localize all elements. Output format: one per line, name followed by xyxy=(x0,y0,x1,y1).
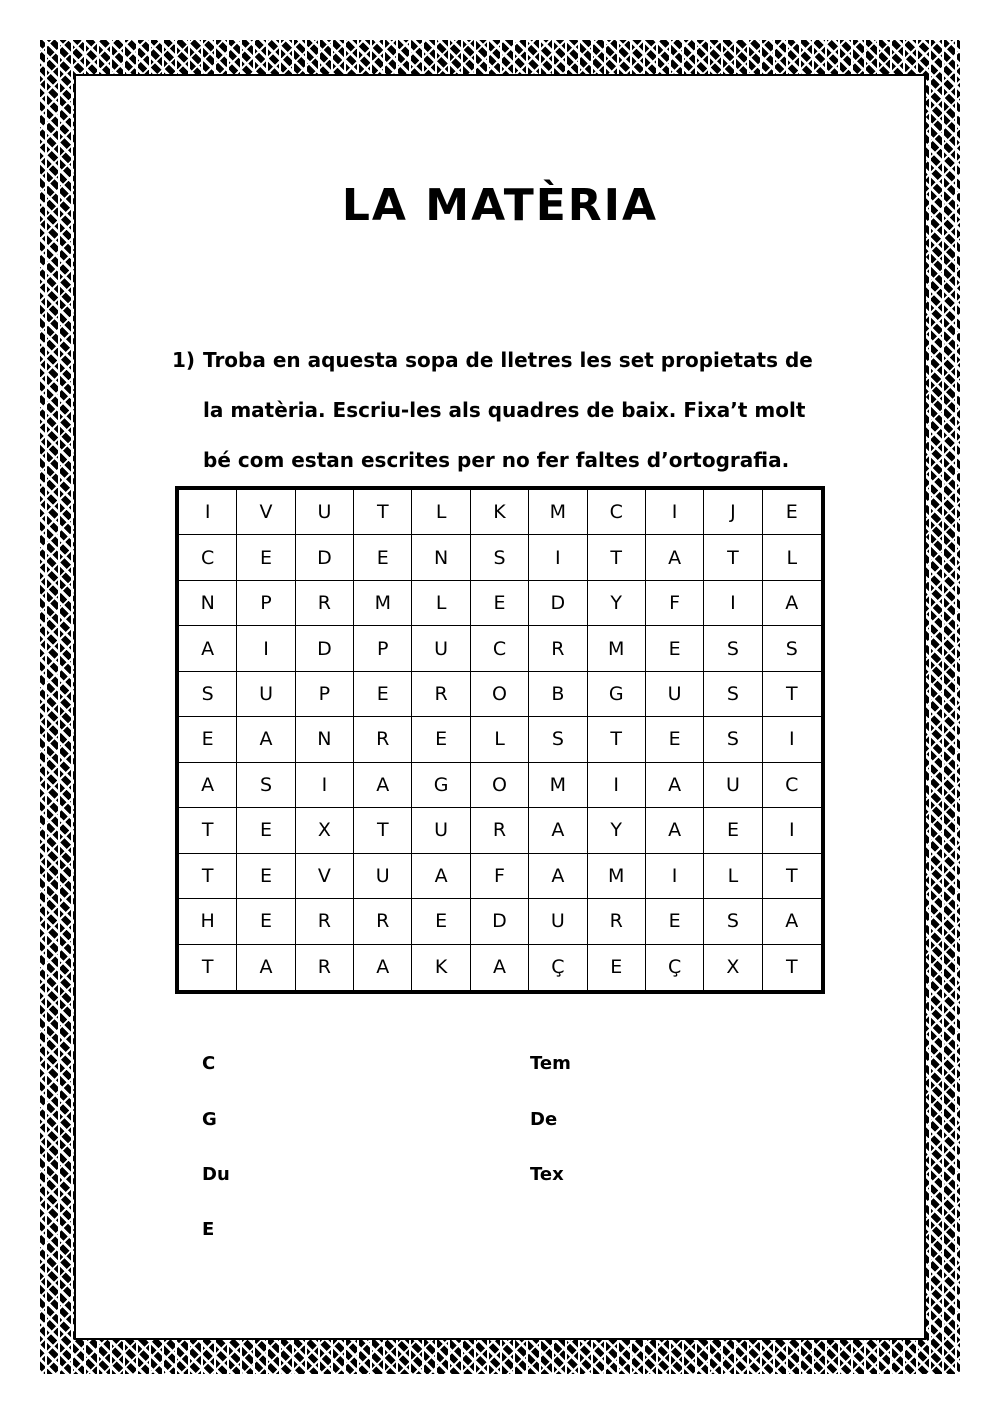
grid-cell[interactable]: D xyxy=(296,626,354,671)
grid-cell[interactable]: E xyxy=(763,490,821,535)
grid-cell[interactable]: S xyxy=(529,717,587,762)
grid-cell[interactable]: I xyxy=(646,854,704,899)
grid-cell[interactable]: T xyxy=(179,854,237,899)
grid-cell[interactable]: R xyxy=(296,581,354,626)
answer-prompt-e: E xyxy=(202,1219,215,1240)
grid-cell[interactable]: T xyxy=(704,535,762,580)
grid-cell[interactable]: T xyxy=(588,535,646,580)
grid-cell[interactable]: X xyxy=(704,945,762,990)
instruction-number: 1) xyxy=(172,348,196,372)
grid-cell[interactable]: R xyxy=(529,626,587,671)
grid-cell[interactable]: R xyxy=(412,672,470,717)
grid-cell[interactable]: T xyxy=(354,490,412,535)
grid-cell[interactable]: T xyxy=(179,808,237,853)
grid-cell[interactable]: A xyxy=(354,945,412,990)
page-title: LA MATÈRIA xyxy=(341,180,659,231)
grid-cell[interactable]: S xyxy=(704,899,762,944)
instruction-line-3: bé com estan escrites per no fer faltes d’ortografia. xyxy=(203,448,790,472)
grid-cell[interactable]: B xyxy=(529,672,587,717)
grid-cell[interactable]: E xyxy=(471,581,529,626)
grid-cell[interactable]: F xyxy=(646,581,704,626)
grid-cell[interactable]: P xyxy=(237,581,295,626)
grid-cell[interactable]: Ç xyxy=(646,945,704,990)
grid-cell[interactable]: A xyxy=(646,763,704,808)
grid-cell[interactable]: E xyxy=(646,899,704,944)
answer-prompt-tex: Tex xyxy=(530,1164,564,1185)
grid-cell[interactable]: T xyxy=(354,808,412,853)
grid-cell[interactable]: E xyxy=(237,899,295,944)
grid-cell[interactable]: A xyxy=(529,854,587,899)
grid-cell[interactable]: C xyxy=(179,535,237,580)
grid-cell[interactable]: T xyxy=(763,672,821,717)
grid-cell[interactable]: A xyxy=(529,808,587,853)
grid-cell[interactable]: E xyxy=(588,945,646,990)
grid-cell[interactable]: X xyxy=(296,808,354,853)
grid-cell[interactable]: A xyxy=(237,717,295,762)
grid-cell[interactable]: A xyxy=(763,899,821,944)
grid-cell[interactable]: G xyxy=(412,763,470,808)
grid-cell[interactable]: E xyxy=(412,717,470,762)
grid-cell[interactable]: V xyxy=(237,490,295,535)
instruction-line-1: Troba en aquesta sopa de lletres les set propietats de xyxy=(203,348,813,372)
grid-cell[interactable]: C xyxy=(471,626,529,671)
grid-cell[interactable]: R xyxy=(354,717,412,762)
grid-cell[interactable]: U xyxy=(529,899,587,944)
grid-cell[interactable]: L xyxy=(763,535,821,580)
grid-cell[interactable]: S xyxy=(237,763,295,808)
grid-cell[interactable]: E xyxy=(237,808,295,853)
grid-cell[interactable]: I xyxy=(179,490,237,535)
grid-cell[interactable]: T xyxy=(588,717,646,762)
grid-cell[interactable]: P xyxy=(296,672,354,717)
grid-cell[interactable]: U xyxy=(704,763,762,808)
grid-cell[interactable]: L xyxy=(471,717,529,762)
grid-cell[interactable]: Y xyxy=(588,581,646,626)
grid-cell[interactable]: H xyxy=(179,899,237,944)
grid-cell[interactable]: Y xyxy=(588,808,646,853)
grid-cell[interactable]: S xyxy=(179,672,237,717)
grid-cell[interactable]: I xyxy=(529,535,587,580)
grid-cell[interactable]: A xyxy=(646,808,704,853)
grid-cell[interactable]: N xyxy=(412,535,470,580)
grid-cell[interactable]: A xyxy=(763,581,821,626)
grid-cell[interactable]: N xyxy=(179,581,237,626)
grid-cell[interactable]: E xyxy=(237,535,295,580)
grid-cell[interactable]: T xyxy=(179,945,237,990)
grid-cell[interactable]: T xyxy=(786,956,798,979)
grid-cell[interactable]: U xyxy=(646,672,704,717)
grid-cell[interactable]: A xyxy=(412,854,470,899)
grid-cell[interactable]: U xyxy=(412,626,470,671)
word-search-grid xyxy=(175,486,825,994)
grid-cell[interactable]: S xyxy=(704,717,762,762)
grid-cell[interactable]: S xyxy=(471,535,529,580)
grid-cell[interactable]: R xyxy=(471,808,529,853)
grid-cell[interactable]: R xyxy=(296,899,354,944)
grid-cell[interactable]: S xyxy=(763,626,821,671)
grid-cell[interactable]: I xyxy=(588,763,646,808)
grid-cell[interactable]: A xyxy=(179,626,237,671)
grid-cell[interactable]: L xyxy=(704,854,762,899)
grid-cell[interactable]: U xyxy=(412,808,470,853)
grid-cell[interactable]: R xyxy=(588,899,646,944)
grid-cell[interactable]: D xyxy=(471,899,529,944)
grid-cell[interactable]: C xyxy=(763,763,821,808)
grid-cell[interactable]: U xyxy=(296,490,354,535)
grid-cell[interactable]: U xyxy=(237,672,295,717)
grid-cell[interactable]: I xyxy=(296,763,354,808)
grid-cell[interactable]: A xyxy=(471,945,529,990)
grid-cell[interactable]: A xyxy=(646,535,704,580)
grid-cell[interactable]: L xyxy=(412,490,470,535)
grid-cell[interactable]: M xyxy=(354,581,412,626)
grid-cell[interactable]: E xyxy=(354,535,412,580)
grid-cell[interactable]: R xyxy=(354,899,412,944)
grid-cell[interactable]: S xyxy=(704,672,762,717)
grid-cell[interactable]: D xyxy=(296,535,354,580)
grid-cell[interactable]: K xyxy=(471,490,529,535)
grid-cell[interactable]: J xyxy=(704,490,762,535)
grid-cell[interactable]: M xyxy=(588,626,646,671)
grid-cell[interactable]: M xyxy=(529,763,587,808)
grid-cell[interactable]: E xyxy=(179,717,237,762)
grid-cell[interactable]: M xyxy=(529,490,587,535)
grid-cell[interactable]: O xyxy=(471,672,529,717)
grid-cell[interactable]: E xyxy=(646,626,704,671)
grid-cell[interactable]: E xyxy=(354,672,412,717)
answer-prompt-c: C xyxy=(202,1053,216,1074)
answer-prompt-du: Du xyxy=(202,1164,230,1185)
instruction-line-2: la matèria. Escriu-les als quadres de baix. Fixa’t molt xyxy=(203,398,806,422)
answer-prompt-de: De xyxy=(530,1109,558,1130)
grid-cell[interactable]: O xyxy=(471,763,529,808)
grid-cell[interactable]: N xyxy=(296,717,354,762)
grid-cell[interactable]: G xyxy=(588,672,646,717)
grid-cell[interactable]: A xyxy=(354,763,412,808)
grid-cell[interactable]: P xyxy=(354,626,412,671)
grid-cell[interactable]: I xyxy=(646,490,704,535)
grid-cell[interactable]: V xyxy=(296,854,354,899)
answer-prompt-g: G xyxy=(202,1109,217,1130)
grid-cell[interactable]: F xyxy=(471,854,529,899)
grid-cell[interactable]: C xyxy=(588,490,646,535)
grid-cell[interactable]: L xyxy=(412,581,470,626)
grid-cell[interactable]: T xyxy=(763,854,821,899)
grid-cell[interactable]: A xyxy=(179,763,237,808)
grid-cell[interactable]: I xyxy=(704,581,762,626)
grid-cell[interactable]: M xyxy=(588,854,646,899)
grid-cell[interactable]: U xyxy=(354,854,412,899)
grid-cell[interactable]: Ç xyxy=(529,945,587,990)
grid-cell[interactable]: E xyxy=(412,899,470,944)
answer-prompt-tem: Tem xyxy=(530,1053,571,1074)
grid-cell[interactable]: A xyxy=(237,945,295,990)
grid-cell[interactable]: I xyxy=(763,717,821,762)
grid-cell[interactable]: D xyxy=(529,581,587,626)
grid-cell[interactable]: K xyxy=(412,945,470,990)
grid-cell[interactable]: E xyxy=(237,854,295,899)
grid-cell[interactable]: I xyxy=(237,626,295,671)
grid-cell[interactable]: E xyxy=(646,717,704,762)
grid-cell[interactable]: E xyxy=(704,808,762,853)
grid-cell[interactable]: S xyxy=(704,626,762,671)
grid-cell[interactable]: I xyxy=(763,808,821,853)
grid-cell[interactable]: R xyxy=(296,945,354,990)
